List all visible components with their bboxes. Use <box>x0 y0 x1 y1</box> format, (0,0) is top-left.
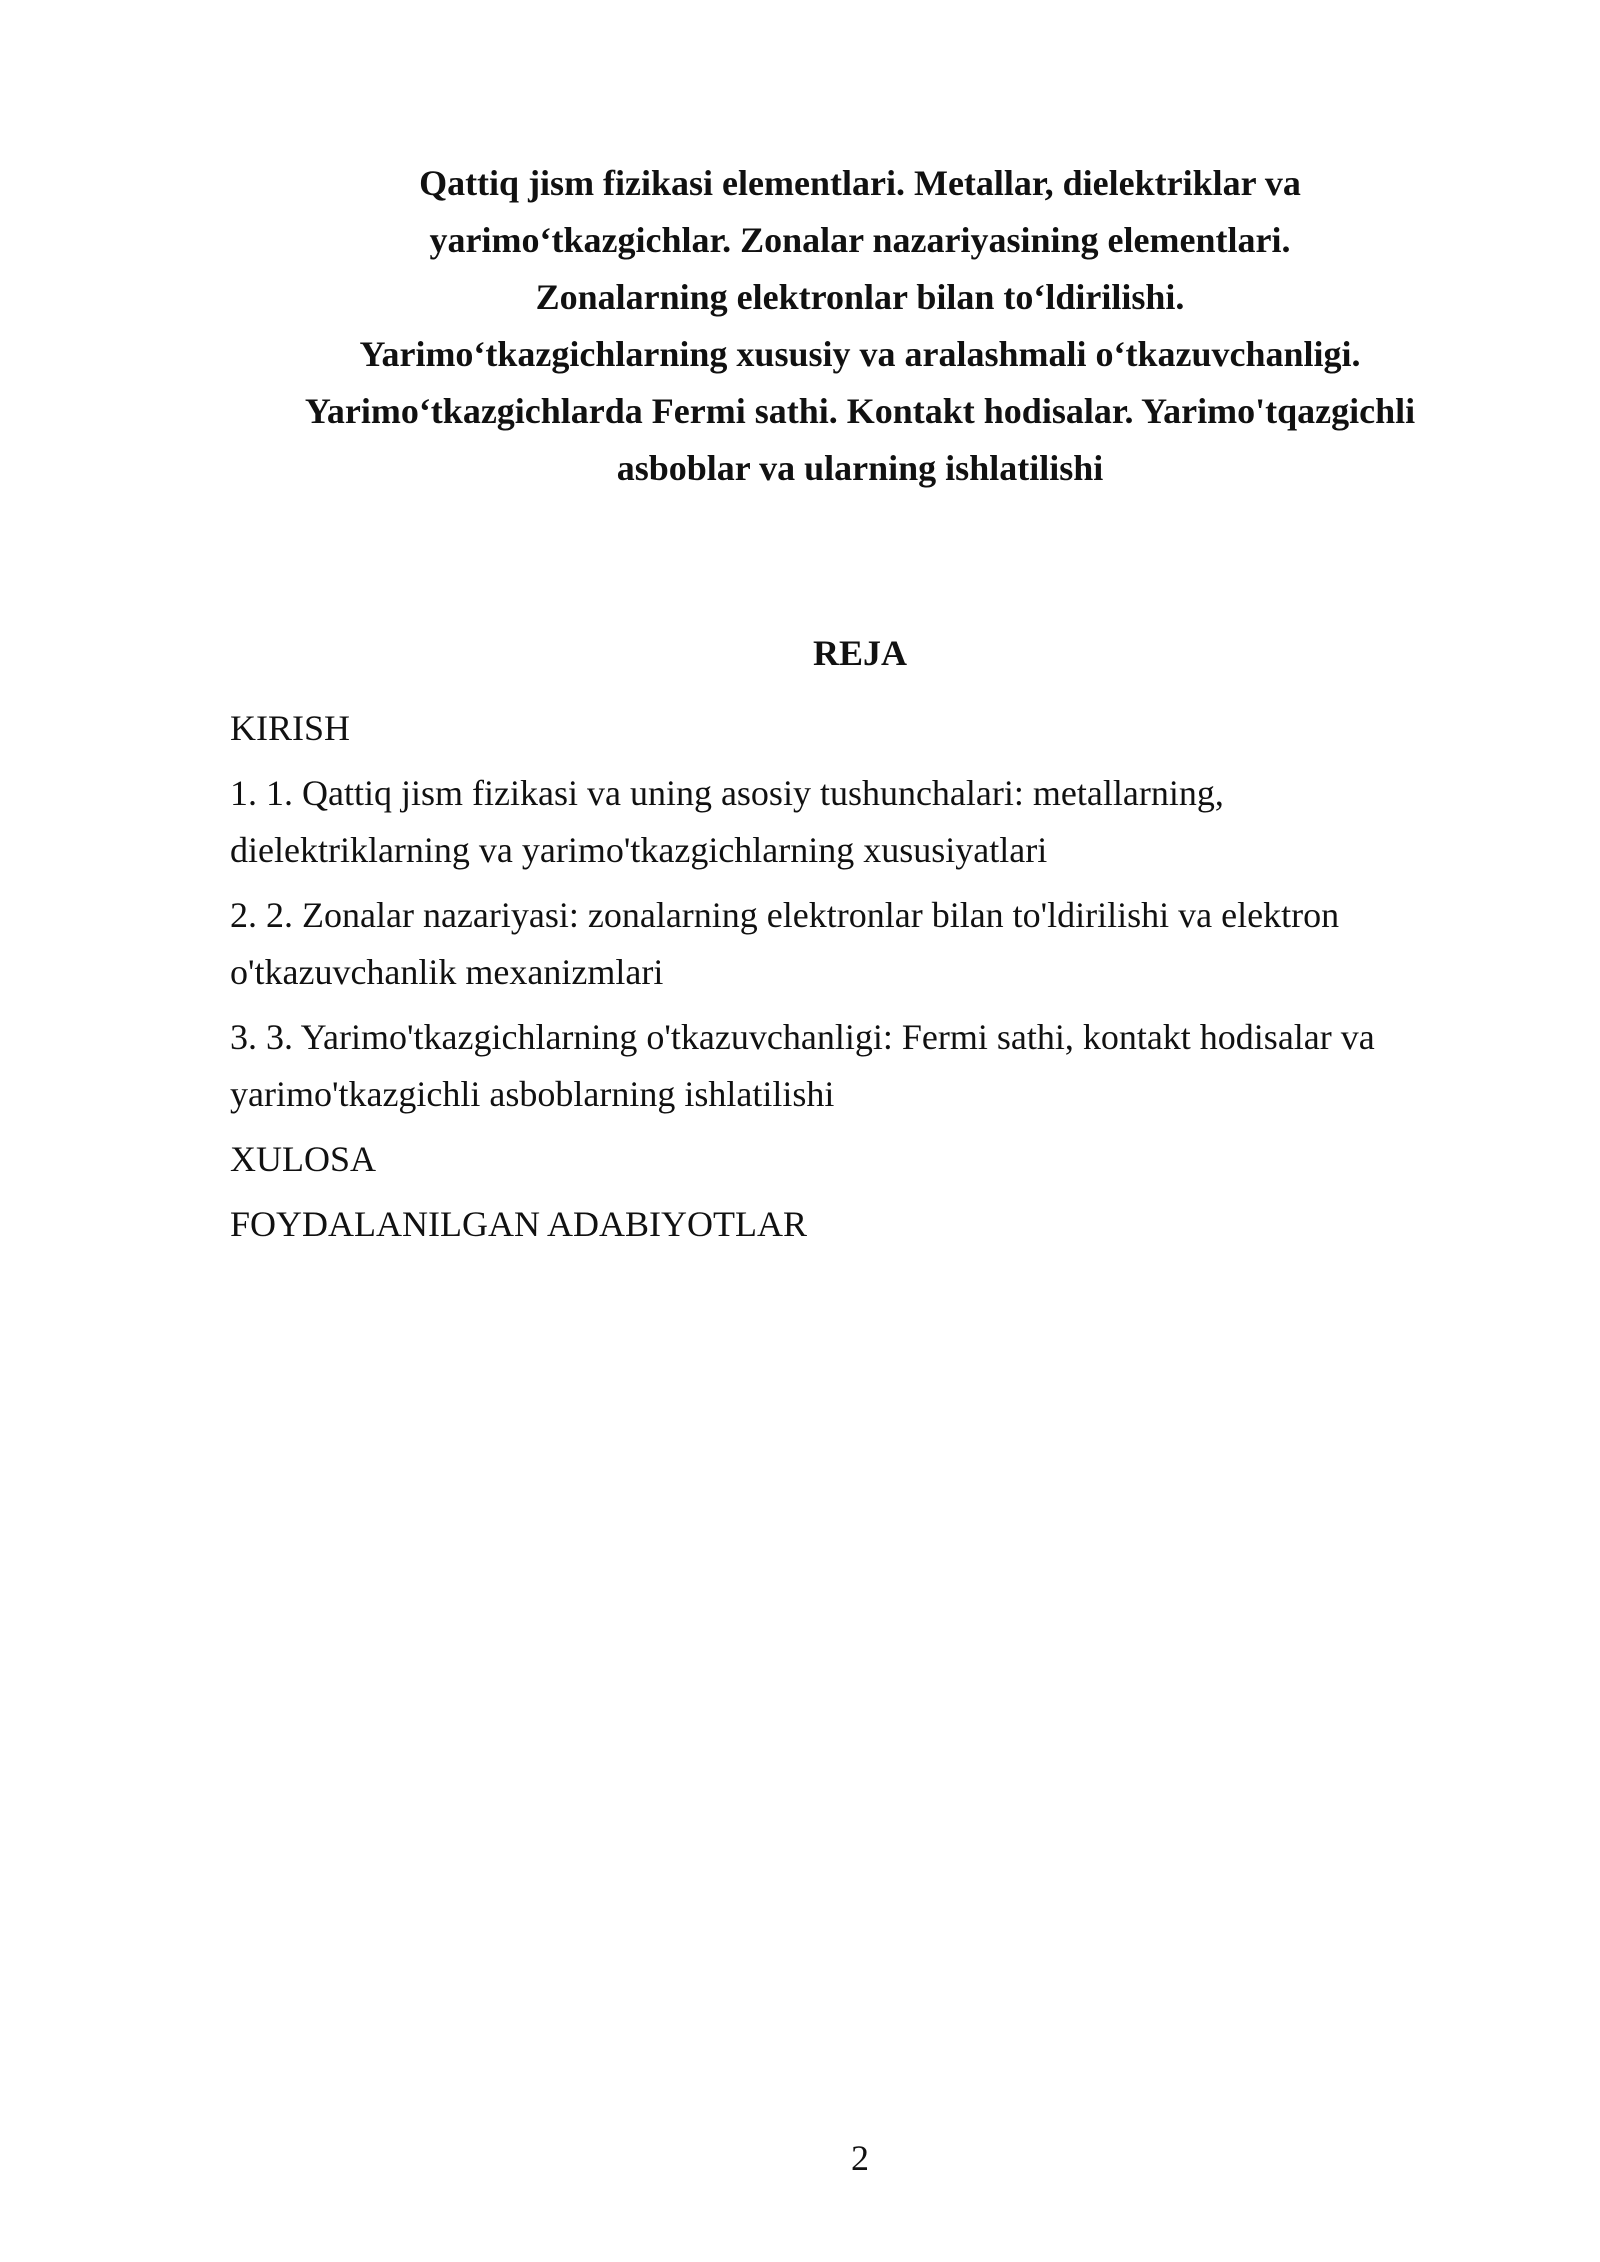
toc-references: FOYDALANILGAN ADABIYOTLAR <box>230 1204 807 1244</box>
title-line-5: Yarimo‘tkazgichlarda Fermi sathi. Kontakt hodisalar. Yarimo'tqazgichli <box>304 391 1416 431</box>
title-line-1: Qattiq jism fizikasi elementlari. Metallar, dielektriklar va <box>419 163 1301 203</box>
toc-item-3 <box>230 1009 1490 1123</box>
toc-conclusion: XULOSA <box>230 1139 377 1179</box>
title-line-4: Yarimo‘tkazgichlarning xususiy va aralashmali o‘tkazuvchanligi. <box>359 334 1361 374</box>
toc-item-2-line-1: 2. 2. Zonalar nazariyasi: zonalarning elektronlar bilan to'ldirilishi va elektron <box>230 895 1340 935</box>
toc-intro: KIRISH <box>230 708 351 748</box>
title-line-3: Zonalarning elektronlar bilan to‘ldirilishi. <box>535 277 1185 317</box>
document-title <box>230 155 1490 497</box>
toc-item-1-line-1: 1. 1. Qattiq jism fizikasi va uning asosiy tushunchalari: metallarning, <box>230 773 1224 813</box>
table-of-contents <box>230 700 1490 1261</box>
toc-item-3-line-2: yarimo'tkazgichli asboblarning ishlatilishi <box>230 1074 835 1114</box>
plan-heading: REJA <box>812 633 907 673</box>
toc-item-1-line-2: dielektriklarning va yarimo'tkazgichlarning xususiyatlari <box>230 830 1048 870</box>
toc-item-2 <box>230 887 1490 1001</box>
toc-item-2-line-2: o'tkazuvchanlik mexanizmlari <box>230 952 664 992</box>
toc-item-3-line-1: 3. 3. Yarimo'tkazgichlarning o'tkazuvchanligi: Fermi sathi, kontakt hodisalar va <box>230 1017 1375 1057</box>
title-line-6: asboblar va ularning ishlatilishi <box>616 448 1104 488</box>
toc-item-1 <box>230 765 1490 879</box>
page-number: 2 <box>851 2138 869 2178</box>
title-line-2: yarimo‘tkazgichlar. Zonalar nazariyasining elementlari. <box>429 220 1291 260</box>
